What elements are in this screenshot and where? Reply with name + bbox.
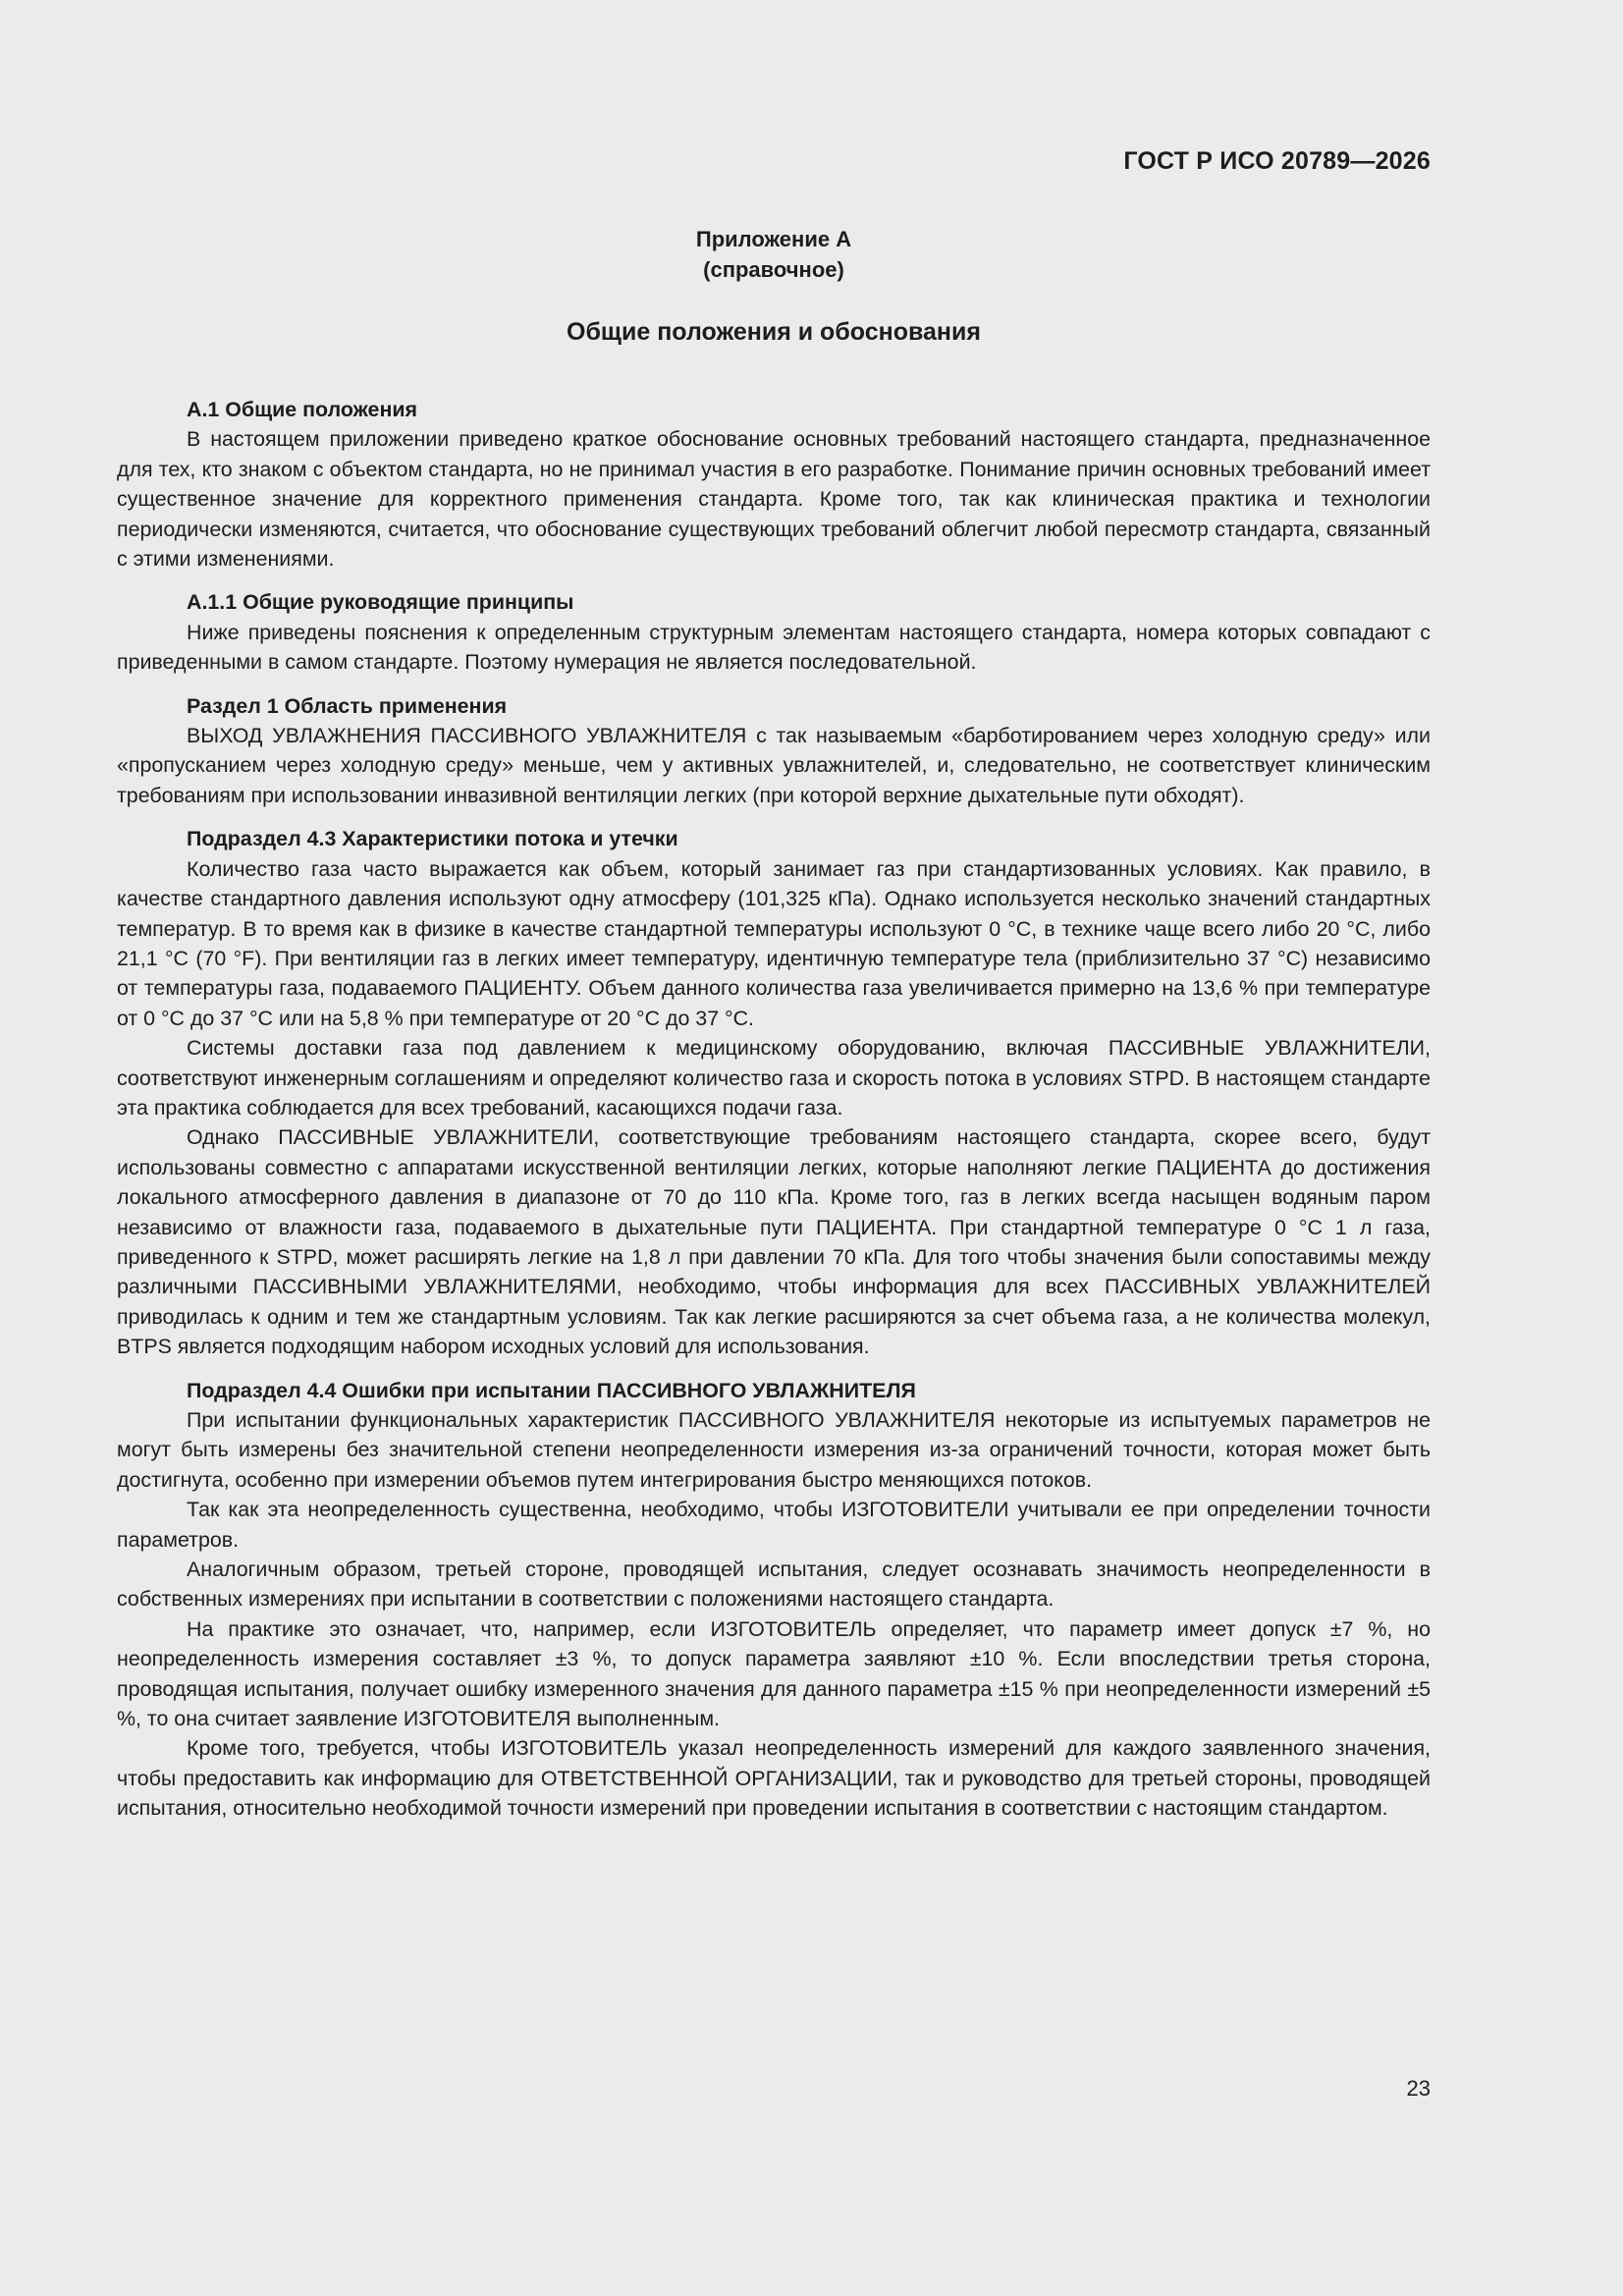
paragraph: Системы доставки газа под давлением к медицинскому оборудованию, включая ПАССИВНЫЕ УВЛАЖНИТЕЛИ, соответствуют инженерным соглашениям и определяют количество газа и скорость потока в условиях STPD. В настоящем стандарте эта практика соблюдается для всех требований, касающихся подачи газа.: [117, 1036, 1431, 1120]
section-heading: А.1 Общие положения: [187, 398, 417, 421]
page-number: 23: [1406, 2076, 1431, 2101]
paragraph: Так как эта неопределенность существенна, необходимо, чтобы ИЗГОТОВИТЕЛИ учитывали ее при определении точности параметров.: [117, 1498, 1431, 1552]
annex-type: (справочное): [703, 257, 844, 282]
paragraph: На практике это означает, что, например, если ИЗГОТОВИТЕЛЬ определяет, что параметр имеет допуск ±7 %, но неопределенность измерения составляет ±3 %, то допуск параметра заявляют ±10 %. Если впоследствии третья сторона, проводящая испытания, получает ошибку измеренного значения для данного параметра ±15 % при неопределенности измерений ±5 %, то она считает заявление ИЗГОТОВИТЕЛЯ выполненным.: [117, 1616, 1431, 1731]
section-scope: [117, 691, 1431, 811]
paragraph: Кроме того, требуется, чтобы ИЗГОТОВИТЕЛЬ указал неопределенность измерений для каждого заявленного значения, чтобы предоставить как информацию для ОТВЕТСТВЕННОЙ ОРГАНИЗАЦИИ, так и руководство для третьей стороны, проводящей испытания, относительно необходимой точности измерений при проведении испытания в соответствии с настоящим стандартом.: [117, 1736, 1431, 1821]
annex-label: Приложение А: [695, 227, 852, 251]
section-heading: А.1.1 Общие руководящие принципы: [187, 590, 574, 615]
paragraph: В настоящем приложении приведено краткое обоснование основных требований настоящего стандарта, предназначенное для тех, кто знаком с объектом стандарта, но не принимал участия в его разработке. Понимание причин основных требований имеет существенное значение для корректного применения стандарта. Кроме того, так как клиническая практика и технологии периодически изменяются, считается, что обоснование существующих требований облегчит любой пересмотр стандарта, связанный с этими изменениями.: [117, 427, 1431, 572]
annex-title: Общие положения и обоснования: [567, 318, 981, 346]
section-heading: Раздел 1 Область применения: [187, 693, 508, 718]
document-body: [117, 395, 1431, 1837]
section-4-4: [117, 1376, 1431, 1824]
section-a1: [117, 395, 1431, 574]
section-a1-1: [117, 587, 1431, 677]
section-4-3: [117, 824, 1431, 1361]
section-heading: Подраздел 4.3 Характеристики потока и утечки: [187, 827, 678, 851]
section-heading: Подраздел 4.4 Ошибки при испытании ПАССИВНОГО УВЛАЖНИТЕЛЯ: [187, 1378, 916, 1402]
paragraph: Ниже приведены пояснения к определенным структурным элементам настоящего стандарта, номера которых совпадают с приведенными в самом стандарте. Поэтому нумерация не является последовательной.: [117, 620, 1431, 675]
paragraph: Однако ПАССИВНЫЕ УВЛАЖНИТЕЛИ, соответствующие требованиям настоящего стандарта, скорее всего, будут использованы совместно с аппаратами искусственной вентиляции легких, которые наполняют легкие ПАЦИЕНТА до достижения локального атмосферного давления в диапазоне от 70 до 110 кПа. Кроме того, газ в легких всегда насыщен водяным паром независимо от влажности газа, подаваемого в дыхательные пути ПАЦИЕНТА. При стандартной температуре 0 °С 1 л газа, приведенного к STPD, может расширять легкие на 1,8 л при давлении 70 кПа. Для того чтобы значения были сопоставимы между различными ПАССИВНЫМИ УВЛАЖНИТЕЛЯМИ, необходимо, чтобы информация для всех ПАССИВНЫХ УВЛАЖНИТЕЛЕЙ приводилась к одним и тем же стандартным условиям. Так как легкие расширяются за счет объема газа, а не количества молекул, BTPS является подходящим набором исходных условий для использования.: [117, 1125, 1431, 1359]
standard-code-header: ГОСТ Р ИСО 20789—2026: [1123, 147, 1431, 175]
annex-heading: [117, 224, 1431, 285]
document-page: [117, 0, 1431, 2296]
paragraph: При испытании функциональных характеристик ПАССИВНОГО УВЛАЖНИТЕЛЯ некоторые из испытуемых параметров не могут быть измерены без значительной степени неопределенности измерения из-за ограничений точности, которая может быть достигнута, особенно при измерении объемов путем интегрирования быстро меняющихся потоков.: [117, 1408, 1431, 1492]
paragraph: Аналогичным образом, третьей стороне, проводящей испытания, следует осознавать значимость неопределенности в собственных измерениях при испытании в соответствии с положениями настоящего стандарта.: [117, 1558, 1431, 1612]
paragraph: Количество газа часто выражается как объем, который занимает газ при стандартизованных условиях. Как правило, в качестве стандартного давления используют одну атмосферу (101,325 кПа). Однако используется несколько значений стандартных температур. В то время как в физике в качестве стандартной температуры используют 0 °С, в технике чаще всего либо 20 °С, либо 21,1 °С (70 °F). При вентиляции газ в легких имеет температуру, идентичную температуре тела (приблизительно 37 °С) независимо от температуры газа, подаваемого ПАЦИЕНТУ. Объем данного количества газа увеличивается примерно на 13,6 % при температуре от 0 °С до 37 °С или на 5,8 % при температуре от 20 °С до 37 °С.: [117, 856, 1431, 1030]
paragraph: ВЫХОД УВЛАЖНЕНИЯ ПАССИВНОГО УВЛАЖНИТЕЛЯ с так называемым «барботированием через холодную среду» или «пропусканием через холодную среду» меньше, чем у активных увлажнителей, и, следовательно, не соответствует клиническим требованиям при использовании инвазивной вентиляции легких (при которой верхние дыхательные пути обходят).: [117, 724, 1431, 807]
